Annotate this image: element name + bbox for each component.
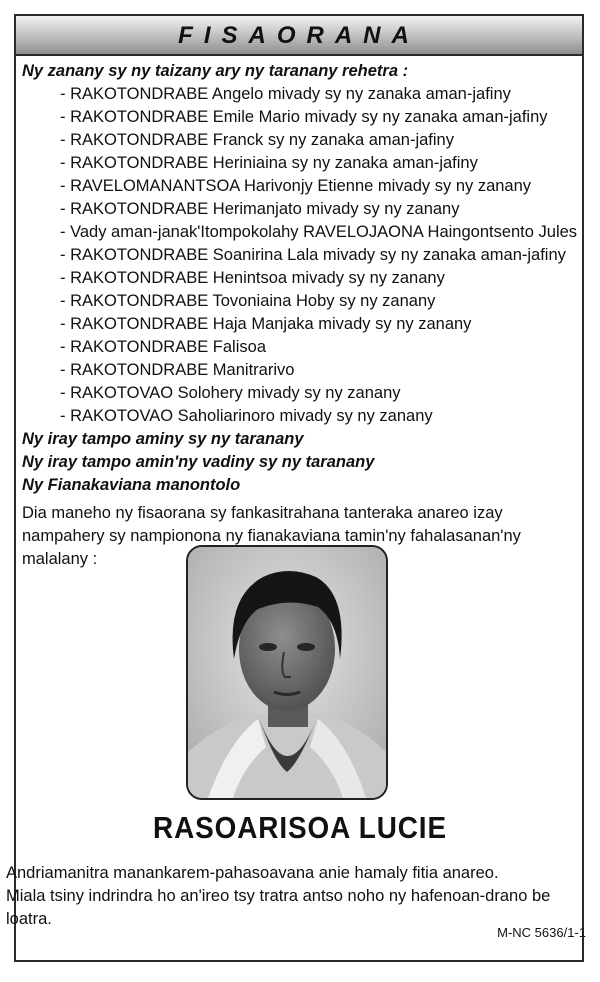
family-member: - RAKOTONDRABE Emile Mario mivady sy ny zanaka aman-jafiny	[60, 108, 548, 126]
whole-family-heading: Ny Fianakaviana manontolo	[22, 476, 241, 494]
family-member: - RAKOTOVAO Saholiarinoro mivady sy ny zanany	[60, 407, 433, 425]
title-banner	[16, 16, 582, 56]
deceased-name: RASOARISOA LUCIE	[153, 810, 447, 845]
closing-line: Andriamanitra manankarem-pahasoavana anie hamaly fitia anareo.	[6, 864, 499, 882]
closing-line: Miala tsiny indrindra ho an'ireo tsy tratra antso noho ny hafenoan-drano be loatra.	[6, 887, 551, 928]
family-member: - RAKOTONDRABE Soanirina Lala mivady sy ny zanaka aman-jafiny	[60, 246, 566, 264]
family-member: - RAKOTONDRABE Heriniaina sy ny zanaka aman-jafiny	[60, 154, 478, 172]
portrait-photo	[186, 545, 388, 800]
family-list	[22, 83, 576, 428]
reference-code: M-NC 5636/1-1	[497, 925, 586, 940]
family-member: - RAKOTONDRABE Haja Manjaka mivady sy ny zanany	[60, 315, 472, 333]
notice-body	[22, 60, 576, 571]
thanks-paragraph: Dia maneho ny fisaorana sy fankasitrahana tanteraka anareo izay nampahery sy nampionona ny fianakaviana tamin'ny fahalasanan'ny malalany :	[22, 504, 521, 568]
family-member: - RAKOTONDRABE Henintsoa mivady sy ny zanany	[60, 269, 445, 287]
family-member: - RAKOTONDRABE Franck sy ny zanaka aman-jafiny	[60, 131, 454, 149]
siblings-heading: Ny iray tampo aminy sy ny taranany	[22, 430, 304, 448]
notice-title: FISAORANA	[178, 22, 420, 49]
family-member: - RAKOTONDRABE Falisoa	[60, 338, 266, 356]
closing-text	[6, 862, 594, 931]
family-heading: Ny zanany sy ny taizany ary ny taranany rehetra :	[22, 62, 409, 80]
family-member: - RAKOTOVAO Solohery mivady sy ny zanany	[60, 384, 401, 402]
in-laws-heading: Ny iray tampo amin'ny vadiny sy ny taranany	[22, 453, 375, 471]
family-member: - RAKOTONDRABE Tovoniaina Hoby sy ny zanany	[60, 292, 436, 310]
portrait-image	[188, 547, 386, 798]
family-member: - RAKOTONDRABE Herimanjato mivady sy ny zanany	[60, 200, 460, 218]
family-member: - Vady aman-janak'Itompokolahy RAVELOJAONA Haingontsento Jules	[60, 223, 578, 241]
family-member: - RAVELOMANANTSOA Harivonjy Etienne mivady sy ny zanany	[60, 177, 532, 195]
family-member: - RAKOTONDRABE Angelo mivady sy ny zanaka aman-jafiny	[60, 85, 511, 103]
family-member: - RAKOTONDRABE Manitrarivo	[60, 361, 295, 379]
